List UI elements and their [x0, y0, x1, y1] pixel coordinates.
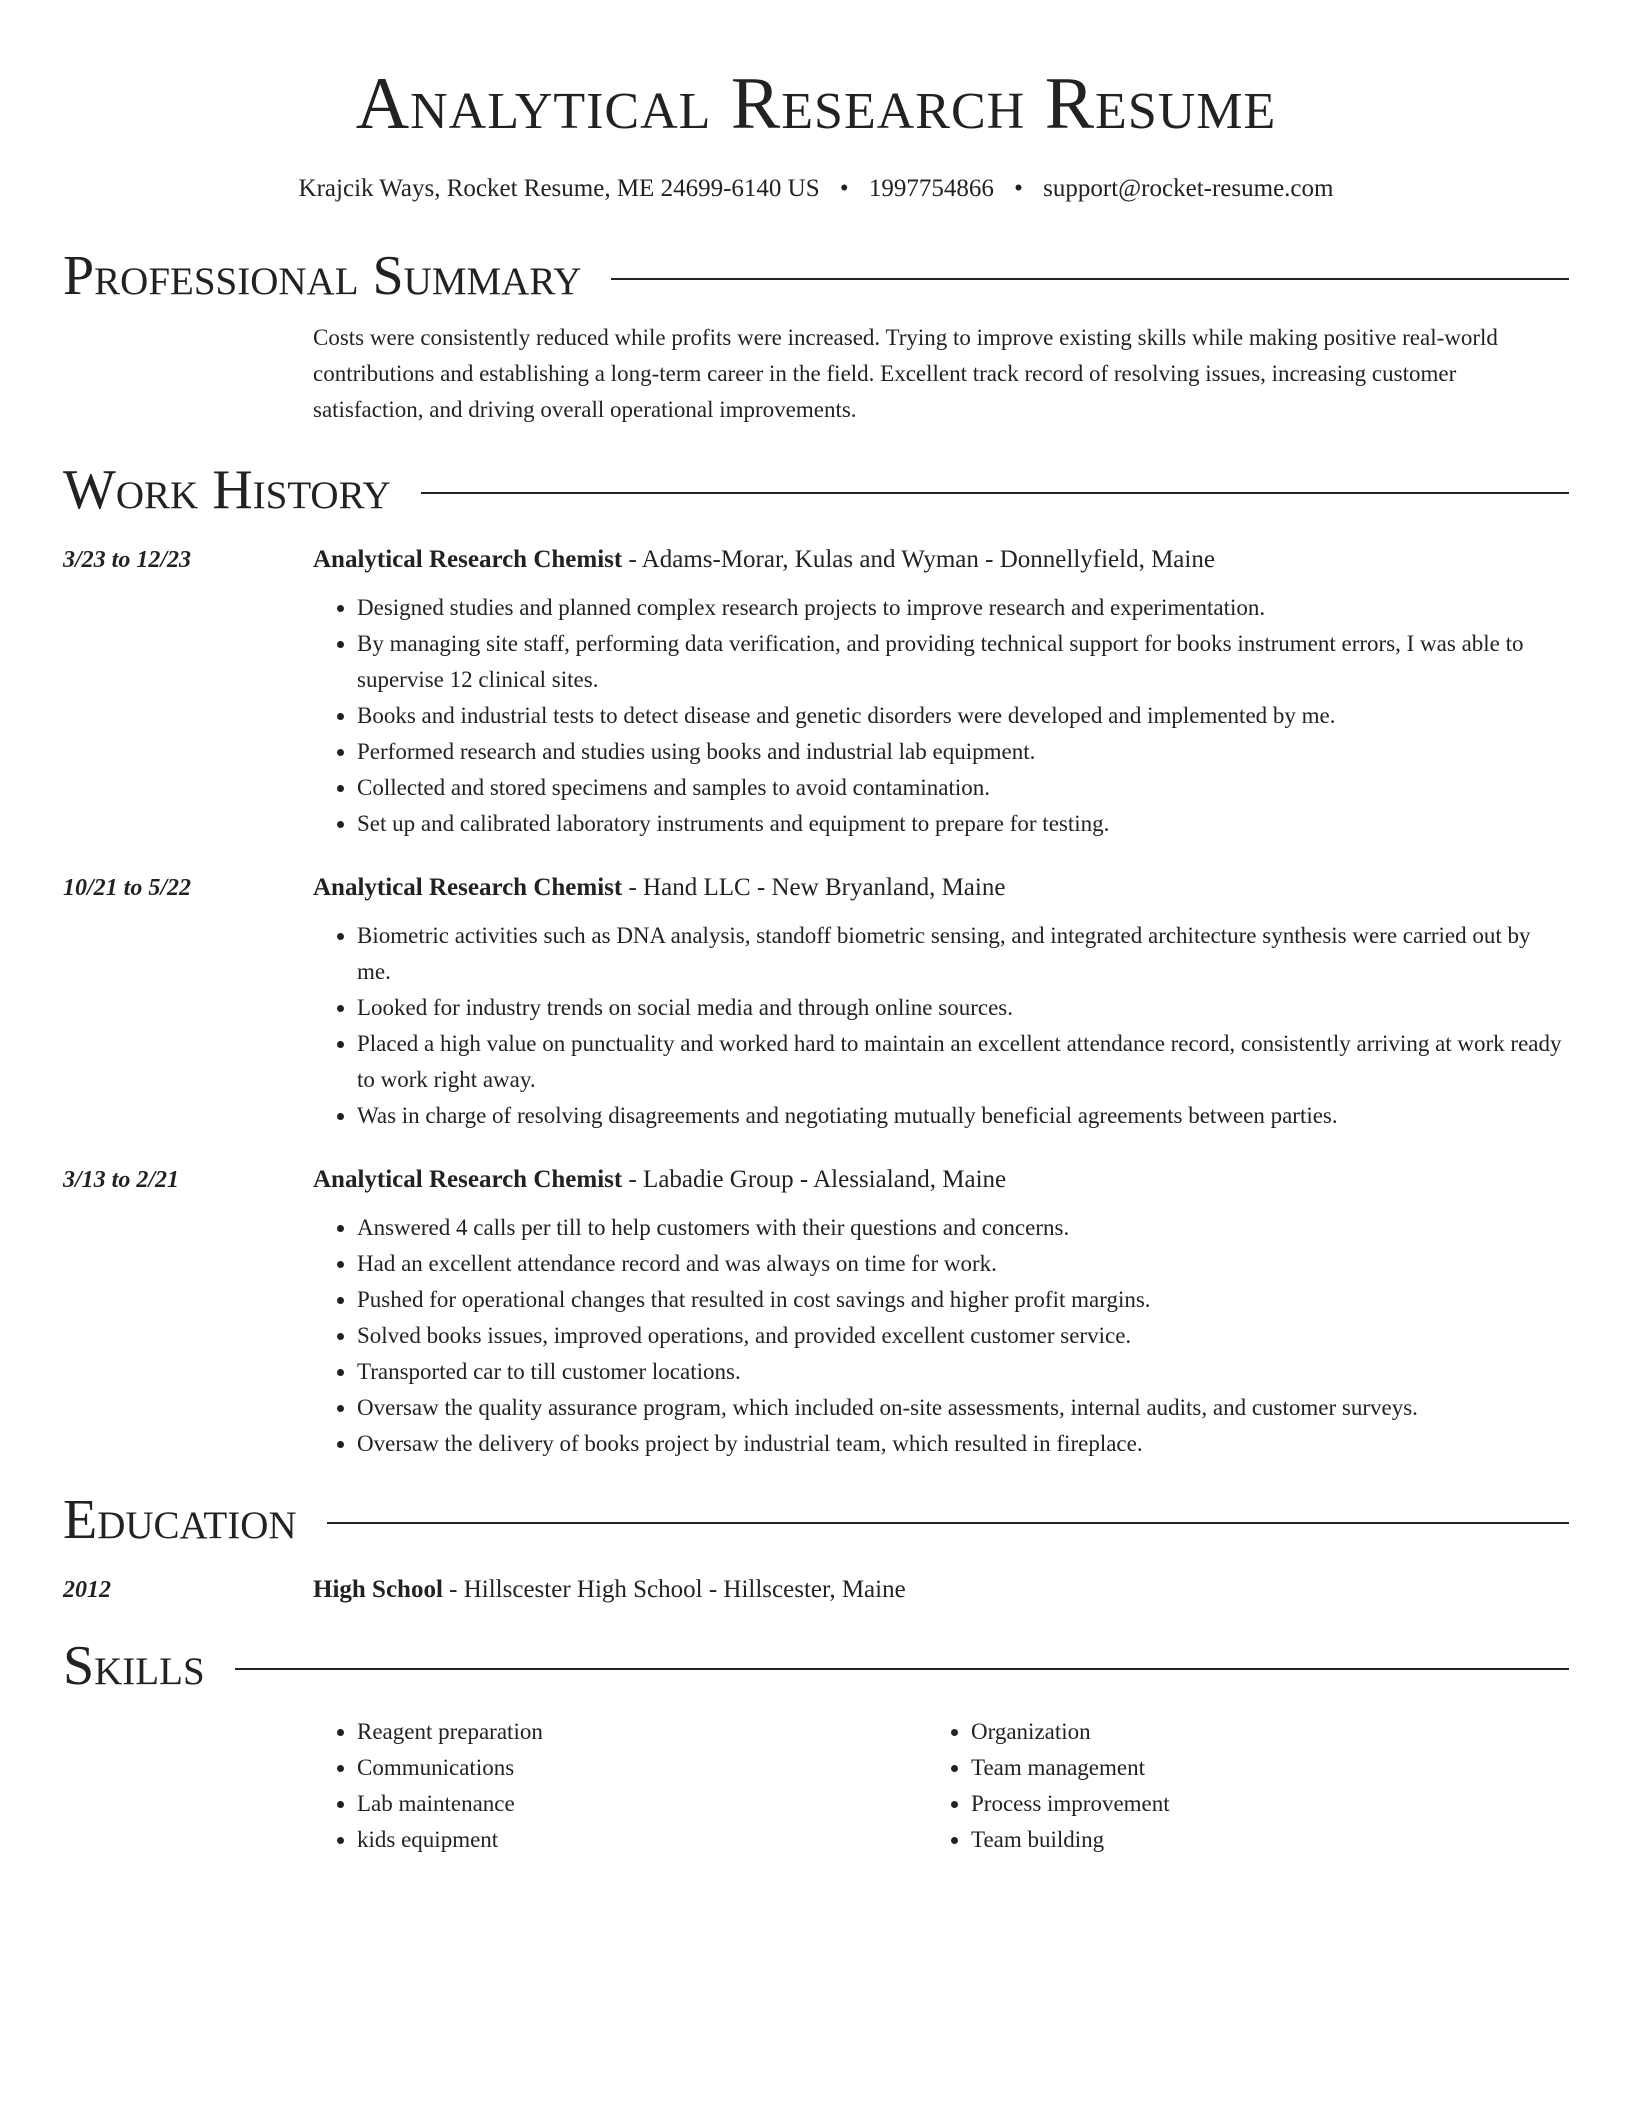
education-heading — [313, 1570, 1569, 1610]
list-item: • Pushed for operational changes that resulted in cost savings and higher profit margins. — [357, 1282, 1569, 1318]
phone: 1997754866 — [868, 175, 994, 202]
job-dates: 3/13 to 2/21 — [63, 1167, 180, 1193]
skill-item: • Process improvement — [971, 1786, 1541, 1822]
list-item: • Was in charge of resolving disagreements and negotiating mutually beneficial agreements between parties. — [357, 1098, 1569, 1134]
section-title-summary: Professional Summary — [63, 245, 582, 307]
job-bullets — [313, 918, 1569, 1134]
skill-item: • Communications — [357, 1750, 927, 1786]
job-details: - Hand LLC - New Bryanland, Maine — [622, 874, 1006, 901]
skill-item: • Reagent preparation — [357, 1714, 927, 1750]
skill-item: • Organization — [971, 1714, 1541, 1750]
skills-section-header — [63, 1634, 1569, 1698]
section-title-education: Education — [63, 1489, 297, 1551]
skill-item: • kids equipment — [357, 1822, 927, 1858]
job-title: Analytical Research Chemist — [313, 1166, 623, 1193]
resume-title: Analytical Research Resume — [355, 63, 1277, 145]
section-divider — [327, 1522, 1569, 1524]
job-heading — [313, 868, 1569, 908]
job-bullets — [313, 1210, 1569, 1462]
list-item: • Had an excellent attendance record and was always on time for work. — [357, 1246, 1569, 1282]
job-entry — [63, 868, 1569, 1134]
skills-column-right — [927, 1714, 1541, 1858]
list-item: • Performed research and studies using books and industrial lab equipment. — [357, 734, 1569, 770]
list-item: • Answered 4 calls per till to help customers with their questions and concerns. — [357, 1210, 1569, 1246]
skills-column-left — [313, 1714, 927, 1858]
section-title-skills: Skills — [63, 1635, 205, 1697]
education-section-header — [63, 1488, 1569, 1552]
email: support@rocket-resume.com — [1043, 175, 1334, 202]
summary-text: Costs were consistently reduced while profits were increased. Trying to improve existing skills while making positive real-world contributions and establishing a long-term career in the field. Excellent track record of resolving issues, increasing customer satisfaction, and driving overall operational improvements. — [313, 325, 1498, 422]
skill-item: • Team building — [971, 1822, 1541, 1858]
degree: High School — [313, 1576, 443, 1603]
list-item: • Designed studies and planned complex research projects to improve research and experimentation. — [357, 590, 1569, 626]
list-item: • Collected and stored specimens and samples to avoid contamination. — [357, 770, 1569, 806]
list-item: • Books and industrial tests to detect disease and genetic disorders were developed and implemented by me. — [357, 698, 1569, 734]
section-divider — [235, 1668, 1569, 1670]
job-title: Analytical Research Chemist — [313, 546, 623, 573]
list-item: • Placed a high value on punctuality and worked hard to maintain an excellent attendance record, consistently arriving at work ready to work right away. — [357, 1026, 1569, 1098]
list-item: • Solved books issues, improved operations, and provided excellent customer service. — [357, 1318, 1569, 1354]
job-heading — [313, 540, 1569, 580]
list-item: • Oversaw the delivery of books project by industrial team, which resulted in fireplace. — [357, 1426, 1569, 1462]
job-dates: 3/23 to 12/23 — [63, 547, 192, 573]
job-title: Analytical Research Chemist — [313, 874, 623, 901]
school-details: - Hillscester High School - Hillscester, Maine — [442, 1576, 906, 1603]
list-item: • Oversaw the quality assurance program, which included on-site assessments, internal audits, and customer surveys. — [357, 1390, 1569, 1426]
list-item: • Set up and calibrated laboratory instruments and equipment to prepare for testing. — [357, 806, 1569, 842]
skill-item: • Team management — [971, 1750, 1541, 1786]
list-item: • Biometric activities such as DNA analysis, standoff biometric sensing, and integrated architecture synthesis were carried out by me. — [357, 918, 1569, 990]
contact-line — [63, 172, 1569, 206]
job-bullets — [313, 590, 1569, 842]
job-dates: 10/21 to 5/22 — [63, 875, 192, 901]
address: Krajcik Ways, Rocket Resume, ME 24699-6140 US — [298, 175, 820, 202]
skill-item: • Lab maintenance — [357, 1786, 927, 1822]
job-details: - Labadie Group - Alessialand, Maine — [622, 1166, 1007, 1193]
job-details: - Adams-Morar, Kulas and Wyman - Donnellyfield, Maine — [622, 546, 1215, 573]
education-entry — [63, 1570, 1569, 1610]
skills-list — [313, 1714, 1569, 1858]
job-entry — [63, 540, 1569, 842]
education-year: 2012 — [63, 1577, 111, 1603]
job-heading — [313, 1160, 1569, 1200]
section-divider — [421, 492, 1569, 494]
summary-section-header — [63, 244, 1569, 308]
separator-dot: • — [839, 175, 849, 202]
section-title-work: Work History — [63, 459, 391, 521]
separator-dot: • — [1014, 175, 1023, 202]
job-entry — [63, 1160, 1569, 1462]
list-item: • Looked for industry trends on social media and through online sources. — [357, 990, 1569, 1026]
section-divider — [611, 278, 1569, 280]
list-item: • By managing site staff, performing data verification, and providing technical support for books instrument errors, I was able to supervise 12 clinical sites. — [357, 626, 1569, 698]
work-section-header — [63, 458, 1569, 522]
list-item: • Transported car to till customer locations. — [357, 1354, 1569, 1390]
